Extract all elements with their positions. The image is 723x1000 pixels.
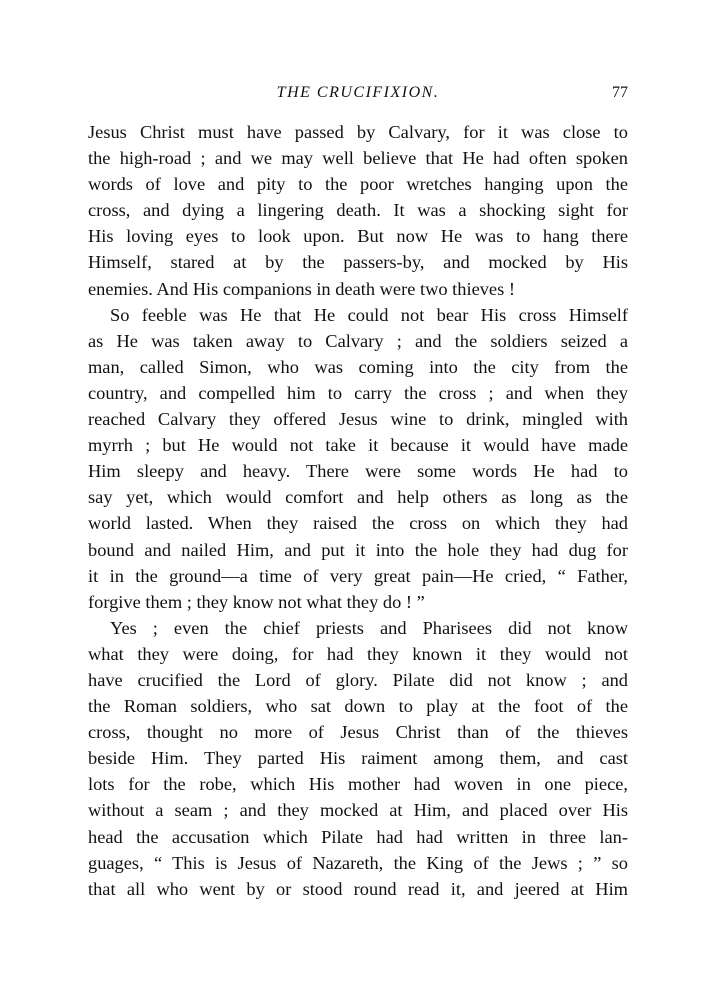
text-line: without a seam ; and they mocked at Him, and placed over His (88, 800, 628, 821)
text-line: say yet, which would comfort and help others as long as the (88, 487, 628, 508)
text-line: beside Him. They parted His raiment among them, and cast (88, 748, 628, 769)
text-line: forgive them ; they know not what they do ! ” (88, 591, 425, 612)
text-line: Himself, stared at by the passers-by, and mocked by His (88, 252, 628, 273)
text-line: Him sleepy and heavy. There were some words He had to (88, 461, 628, 482)
text-line: So feeble was He that He could not bear His cross Himself (110, 304, 628, 325)
text-line: Jesus Christ must have passed by Calvary, for it was close to (88, 122, 628, 142)
text-line: have crucified the Lord of glory. Pilate did not know ; and (88, 669, 628, 690)
text-line: country, and compelled him to carry the cross ; and when they (88, 382, 628, 403)
text-line: reached Calvary they offered Jesus wine to drink, mingled with (88, 409, 628, 430)
text-line: what they were doing, for had they known it they would not (88, 643, 628, 664)
text-line: bound and nailed Him, and put it into the hole they had dug for (88, 539, 628, 560)
text-line: His loving eyes to look upon. But now He was to hang there (88, 226, 628, 247)
text-line: enemies. And His companions in death were two thieves ! (88, 278, 515, 299)
page-number: 77 (612, 84, 628, 101)
text-line: world lasted. When they raised the cross on which they had (88, 513, 628, 534)
text-line: man, called Simon, who was coming into the city from the (88, 356, 628, 377)
text-line: as He was taken away to Calvary ; and the soldiers seized a (88, 330, 628, 351)
text-line: Yes ; even the chief priests and Pharisees did not know (110, 617, 628, 638)
text-line: head the accusation which Pilate had had written in three lan- (88, 826, 628, 847)
text-line: cross, and dying a lingering death. It was a shocking sight for (88, 200, 628, 221)
text-line: myrrh ; but He would not take it because it would have made (88, 435, 628, 456)
text-line: words of love and pity to the poor wretches hanging upon the (88, 174, 628, 195)
text-line: that all who went by or stood round read it, and jeered at Him (88, 878, 628, 899)
text-line: the high-road ; and we may well believe that He had often spoken (88, 148, 628, 169)
text-line: the Roman soldiers, who sat down to play at the foot of the (88, 696, 628, 717)
running-title: THE CRUCIFIXION. (276, 84, 440, 101)
body-text (88, 119, 628, 902)
text-line: it in the ground—a time of very great pain—He cried, “ Father, (88, 565, 628, 586)
text-line: lots for the robe, which His mother had woven in one piece, (88, 774, 628, 795)
text-line: guages, “ This is Jesus of Nazareth, the King of the Jews ; ” so (88, 852, 628, 873)
text-line: cross, thought no more of Jesus Christ than of the thieves (88, 722, 628, 743)
running-head (88, 84, 628, 106)
